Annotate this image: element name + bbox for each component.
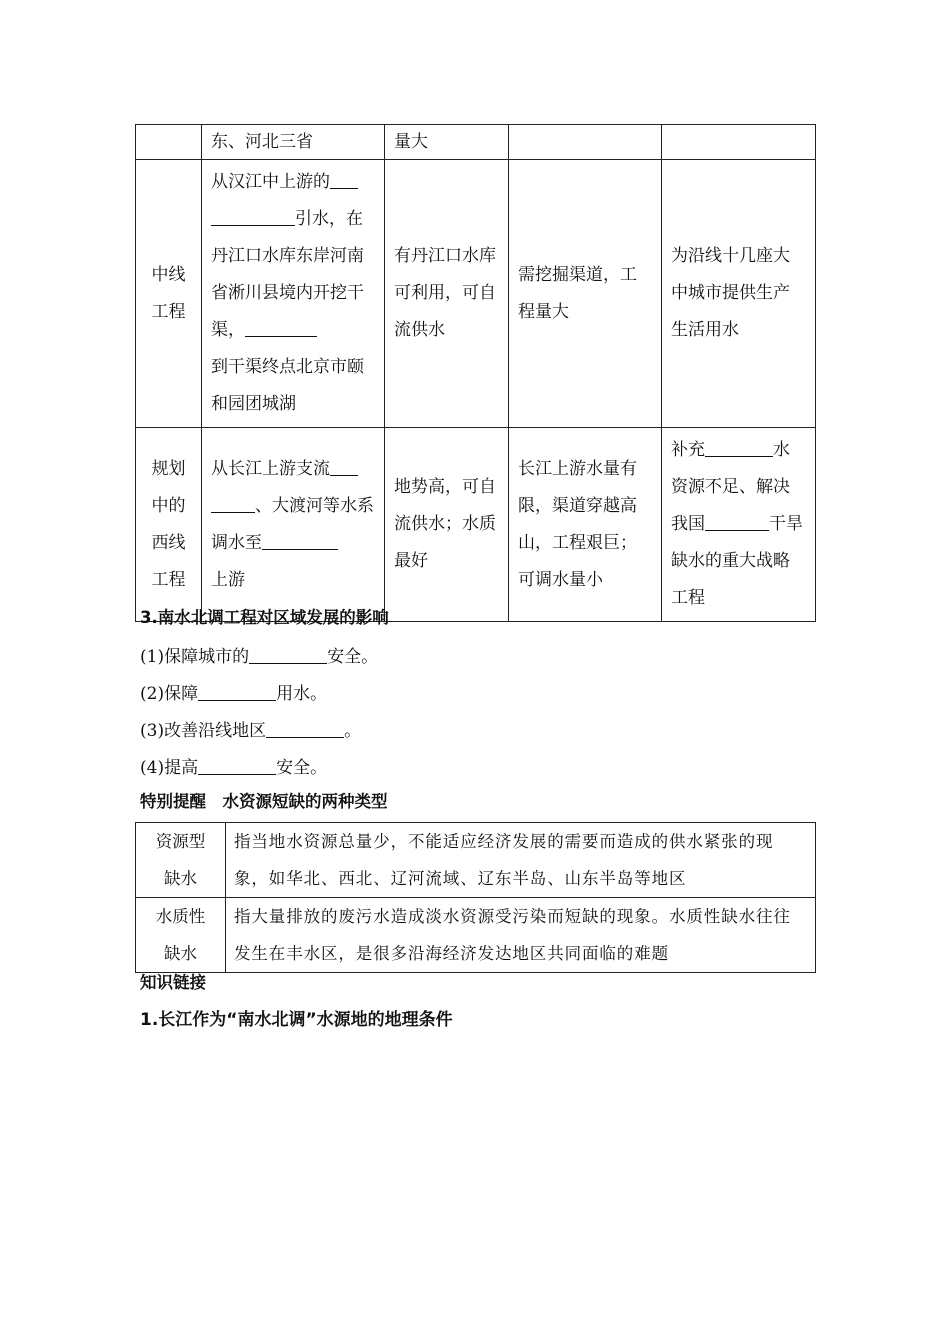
list-item bbox=[140, 643, 378, 669]
diversion-routes-table bbox=[135, 124, 816, 622]
table-row bbox=[136, 898, 816, 973]
shortage-desc-cell: 指当地水资源总量少，不能适应经济发展的需要而造成的供水紧张的现象，如华北、西北、辽河流域、辽东半岛、山东半岛等地区 bbox=[226, 823, 816, 898]
fill-blank[interactable] bbox=[705, 436, 773, 457]
tip-heading: 特别提醒 水资源短缺的两种类型 bbox=[140, 792, 388, 811]
difficulty-cell: 需挖掘渠道，工程量大 bbox=[509, 160, 662, 428]
knowledge-item: 1.长江作为“南水北调”水源地的地理条件 bbox=[140, 1010, 453, 1030]
fill-blank[interactable] bbox=[211, 205, 295, 226]
fill-blank[interactable] bbox=[198, 680, 276, 701]
item-text: (1)保障城市的 bbox=[140, 647, 250, 667]
list-item bbox=[140, 717, 361, 743]
route-text: 到干渠终点北京市颐和园团城湖 bbox=[211, 357, 364, 414]
table-row bbox=[136, 823, 816, 898]
purpose-cell: 为沿线十几座大中城市提供生产生活用水 bbox=[662, 160, 816, 428]
purpose-cell bbox=[662, 428, 816, 622]
difficulty-cell: 长江上游水量有限，渠道穿越高山，工程艰巨；可调水量小 bbox=[509, 428, 662, 622]
fill-blank[interactable] bbox=[266, 717, 344, 738]
route-text: 从汉江中上游的 bbox=[211, 172, 330, 192]
list-item bbox=[140, 754, 327, 780]
route-cell: 东、河北三省 bbox=[202, 125, 385, 160]
fill-blank[interactable] bbox=[211, 492, 255, 513]
fill-blank[interactable] bbox=[249, 643, 327, 664]
route-cell bbox=[202, 160, 385, 428]
item-text: (4)提高 bbox=[140, 758, 199, 778]
route-cell bbox=[202, 428, 385, 622]
purpose-text: 水资源不足、解决我国 bbox=[671, 440, 790, 534]
difficulty-cell bbox=[509, 125, 662, 160]
fill-blank[interactable] bbox=[330, 168, 358, 189]
table-row bbox=[136, 125, 816, 160]
table-row bbox=[136, 428, 816, 622]
project-name-cell: 规划 中的 西线 工程 bbox=[136, 428, 202, 622]
item-text: 安全。 bbox=[327, 647, 379, 667]
advantage-cell: 量大 bbox=[385, 125, 509, 160]
knowledge-heading: 知识链接 bbox=[140, 973, 206, 992]
route-text: 从长江上游支流 bbox=[211, 458, 330, 479]
item-text: (2)保障 bbox=[140, 684, 199, 704]
list-item bbox=[140, 680, 327, 706]
shortage-type-cell: 资源型 缺水 bbox=[136, 823, 226, 898]
item-text: 。 bbox=[344, 721, 362, 741]
item-text: 安全。 bbox=[276, 758, 328, 778]
shortage-type-cell: 水质性 缺水 bbox=[136, 898, 226, 973]
table-cell bbox=[136, 125, 202, 160]
advantage-cell: 有丹江口水库可利用，可自流供水 bbox=[385, 160, 509, 428]
purpose-text: 干旱缺水的重大战略工程 bbox=[671, 514, 803, 608]
item-text: 用水。 bbox=[276, 684, 328, 704]
section-heading: 3.南水北调工程对区域发展的影响 bbox=[140, 608, 389, 627]
fill-blank[interactable] bbox=[262, 529, 338, 550]
shortage-desc-cell: 指大量排放的废污水造成淡水资源受污染而短缺的现象。水质性缺水往往发生在丰水区，是很多沿海经济发达地区共同面临的难题 bbox=[226, 898, 816, 973]
project-name-cell: 中线 工程 bbox=[136, 160, 202, 428]
fill-blank[interactable] bbox=[245, 316, 317, 337]
route-text: 、大渡河等水系调水至 bbox=[211, 495, 374, 553]
fill-blank[interactable] bbox=[705, 510, 769, 531]
item-text: (3)改善沿线地区 bbox=[140, 721, 267, 741]
advantage-cell: 地势高，可自流供水；水质最好 bbox=[385, 428, 509, 622]
route-text: 引水，在丹江口水库东岸河南省淅川县境内开挖干渠， bbox=[211, 209, 364, 340]
fill-blank[interactable] bbox=[330, 455, 358, 476]
purpose-text: 补充 bbox=[671, 440, 705, 460]
fill-blank[interactable] bbox=[198, 754, 276, 775]
route-text: 上游 bbox=[211, 569, 245, 590]
water-shortage-types-table bbox=[135, 822, 816, 973]
table-row bbox=[136, 160, 816, 428]
purpose-cell bbox=[662, 125, 816, 160]
